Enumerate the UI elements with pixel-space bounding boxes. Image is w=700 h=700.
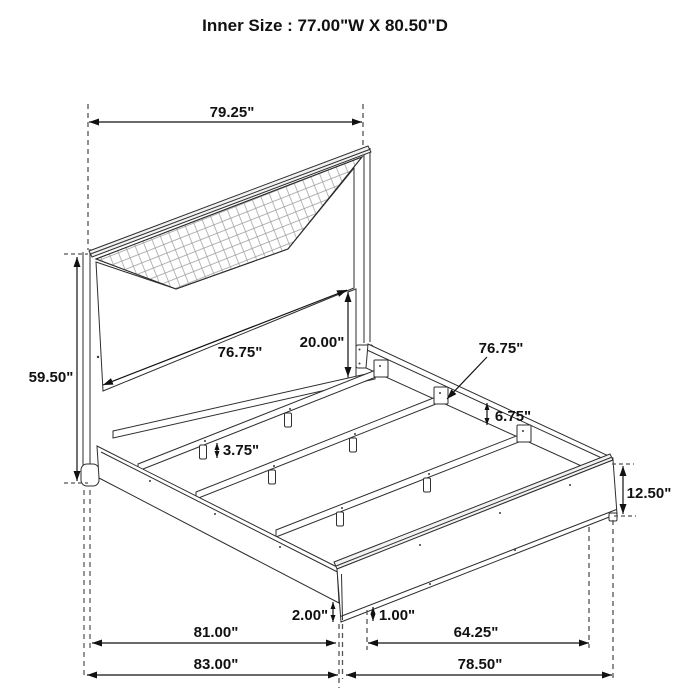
dim-slat-leg-height xyxy=(217,442,259,459)
headboard-left-leg xyxy=(81,464,99,486)
dim-label-panel-width: 76.75" xyxy=(217,344,263,361)
dim-label-slat-leg-height: 3.75" xyxy=(222,442,260,459)
dim-label-panel-bottom-height: 20.00" xyxy=(299,334,345,351)
slat-end-cap xyxy=(434,387,448,404)
dim-label-rail-face-height: 6.75" xyxy=(494,408,532,425)
slat-leg xyxy=(269,470,276,484)
slat-end-cap xyxy=(374,360,388,377)
footboard xyxy=(334,454,617,622)
slat-leg xyxy=(337,512,344,526)
slat-leg xyxy=(350,438,357,452)
dim-overall-depth xyxy=(346,656,612,675)
dim-label-headboard-height: 59.50" xyxy=(28,369,74,386)
bed-drawing xyxy=(81,146,617,622)
dim-label-overall-width: 83.00" xyxy=(193,656,239,673)
page-title: Inner Size : 77.00"W X 80.50"D xyxy=(202,16,448,35)
slat-end-cap xyxy=(517,425,531,442)
dim-slat-width xyxy=(92,624,336,643)
dim-label-rail-length: 76.75" xyxy=(478,340,524,357)
slat-leg xyxy=(200,445,207,459)
dim-frame-drop xyxy=(292,602,333,624)
dim-overall-width xyxy=(87,656,338,675)
dim-label-frame-drop: 2.00" xyxy=(291,607,329,624)
dim-label-headboard-width: 79.25" xyxy=(209,104,255,121)
dim-footboard-height xyxy=(612,464,671,516)
slat-leg xyxy=(285,413,292,427)
dim-rail-inner-length xyxy=(368,624,589,643)
left-extension-lines xyxy=(84,490,90,679)
dim-label-footboard-height: 12.50" xyxy=(626,485,672,502)
dim-label-overall-depth: 78.50" xyxy=(457,656,503,673)
dim-label-rail-inner-length: 64.25" xyxy=(453,624,499,641)
dim-label-footboard-lip: 1.00" xyxy=(378,607,416,624)
dim-headboard-height xyxy=(29,254,88,483)
footboard-foot xyxy=(609,513,617,521)
dim-label-slat-width: 81.00" xyxy=(193,624,239,641)
headboard-right-leg xyxy=(348,289,356,381)
slat-leg xyxy=(424,478,431,492)
